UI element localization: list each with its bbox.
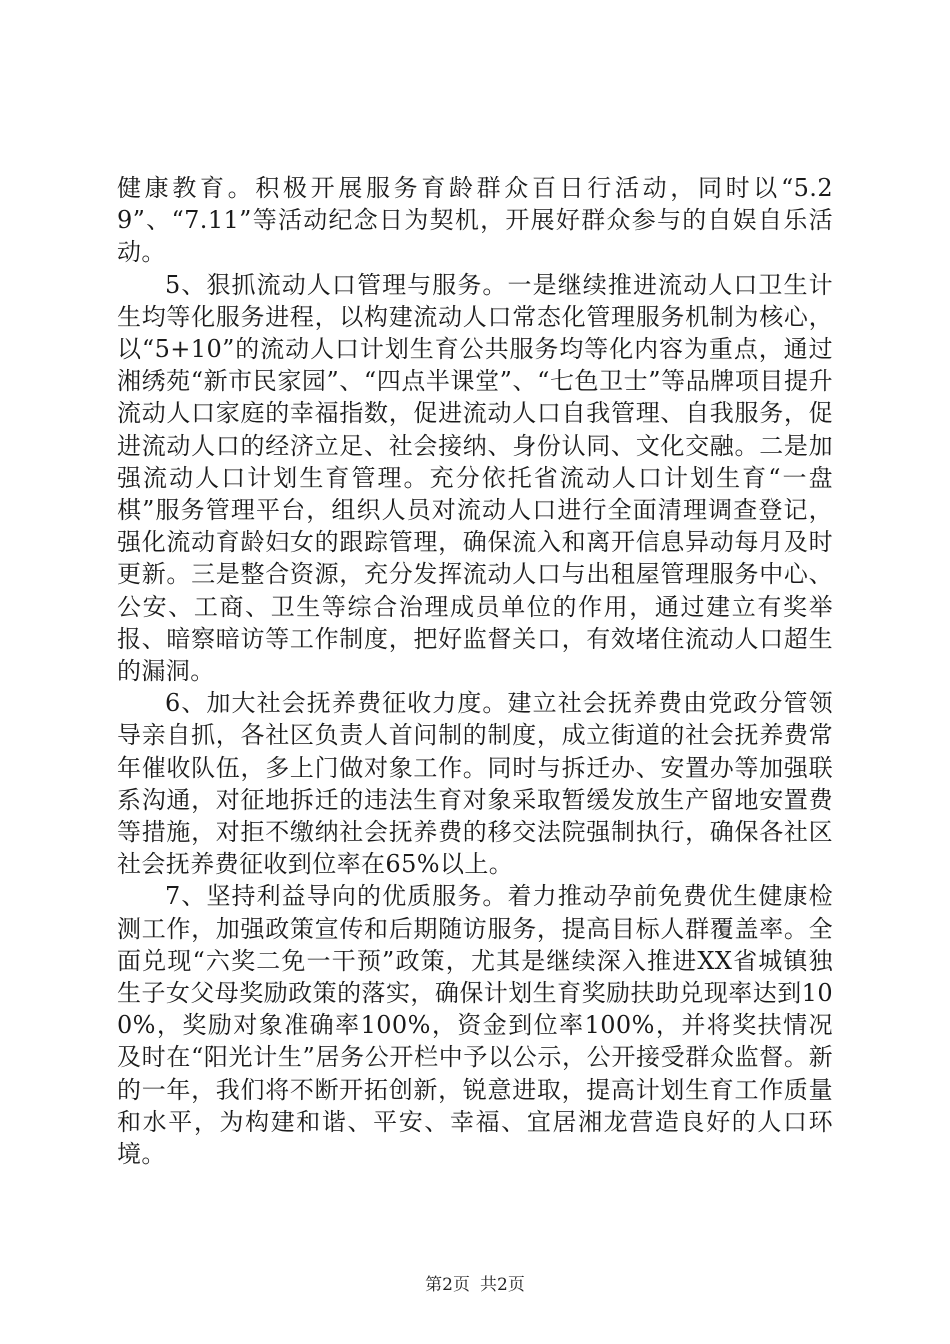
paragraph-social-support-fee: 6、加大社会抚养费征收力度。建立社会抚养费由党政分管领导亲自抓，各社区负责人首问制的制度，成立街道的社会抚养费常年催收队伍，多上门做对象工作。同时与拆迁办、安置办等加强联系沟通，对征地拆迁的违法生育对象采取暂缓发放生产留地安置费等措施，对拒不缴纳社会抚养费的移交法院强制执行，确保各社区社会抚养费征收到位率在65%以上。 bbox=[117, 689, 833, 879]
page-number-total: 共2页 bbox=[480, 1275, 525, 1295]
page-number-current: 第2页 bbox=[425, 1275, 470, 1295]
paragraph-health-education: 健康教育。积极开展服务育龄群众百日行活动，同时以“5.29”、“7.11”等活动纪念日为契机，开展好群众参与的自娱自乐活动。 bbox=[117, 174, 833, 267]
page-footer bbox=[0, 1274, 950, 1296]
paragraph-floating-population: 5、狠抓流动人口管理与服务。一是继续推进流动人口卫生计生均等化服务进程，以构建流动人口常态化管理服务机制为核心，以“5+10”的流动人口计划生育公共服务均等化内容为重点，通过湘绣苑“新市民家园”、“四点半课堂”、“七色卫士”等品牌项目提升流动人口家庭的幸福指数，促进流动人口自我管理、自我服务，促进流动人口的经济立足、社会接纳、身份认同、文化交融。二是加强流动人口计划生育管理。充分依托省流动人口计划生育“一盘棋”服务管理平台，组织人员对流动人口进行全面清理调查登记，强化流动育龄妇女的跟踪管理，确保流入和离开信息异动每月及时更新。三是整合资源，充分发挥流动人口与出租屋管理服务中心、公安、工商、卫生等综合治理成员单位的作用，通过建立有奖举报、暗察暗访等工作制度，把好监督关口，有效堵住流动人口超生的漏洞。 bbox=[117, 270, 833, 686]
paragraph-quality-service: 7、坚持利益导向的优质服务。着力推动孕前免费优生健康检测工作，加强政策宣传和后期随访服务，提高目标人群覆盖率。全面兑现“六奖二免一干预”政策，尤其是继续深入推进XX省城镇独生子女父母奖励政策的落实，确保计划生育奖励扶助兑现率达到100%，奖励对象准确率100%，资金到位率100%，并将奖扶情况及时在“阳光计生”居务公开栏中予以公示，公开接受群众监督。新的一年，我们将不断开拓创新，锐意进取，提高计划生育工作质量和水平，为构建和谐、平安、幸福、宜居湘龙营造良好的人口环境。 bbox=[117, 882, 833, 1169]
document-body bbox=[117, 172, 833, 1170]
